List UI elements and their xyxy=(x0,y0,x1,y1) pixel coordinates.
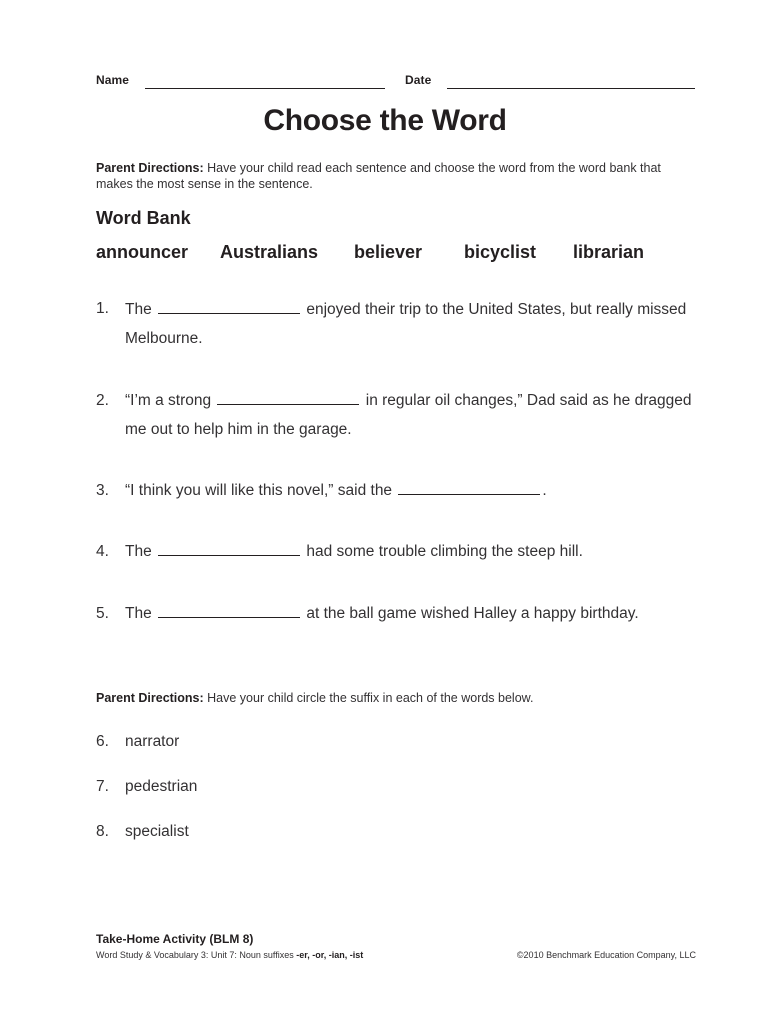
sentence-5-after: at the ball game wished Halley a happy birthday. xyxy=(306,605,639,622)
sentence-2-after: in regular oil changes,” Dad said as he dragged me out to help him in the garage. xyxy=(125,392,692,438)
sentence-3-before: “I think you will like this novel,” said the xyxy=(125,482,393,499)
sentence-3 xyxy=(125,476,695,505)
page-title: Choose the Word xyxy=(263,104,507,137)
directions-2-label: Parent Directions: xyxy=(96,691,204,705)
sentence-5-before: The xyxy=(125,605,152,622)
answer-blank-2[interactable] xyxy=(217,390,359,405)
date-line[interactable] xyxy=(447,88,695,89)
directions-1-text: Have your child read each sentence and choose the word from the word bank that makes the most sense in the sentence. xyxy=(96,161,661,191)
answer-blank-1[interactable] xyxy=(158,299,300,314)
sentence-number: 4. xyxy=(96,543,109,560)
suffix-word[interactable]: narrator xyxy=(125,733,180,750)
suffix-item-number: 8. xyxy=(96,823,109,840)
word-bank-word: announcer xyxy=(96,242,189,262)
footer-suffixes: -er, -or, -ian, -ist xyxy=(296,950,364,960)
sentence-2-before: “I’m a strong xyxy=(125,392,212,409)
sentence-number: 3. xyxy=(96,482,109,499)
sentence-1 xyxy=(125,295,695,353)
footer-copyright: ©2010 Benchmark Education Company, LLC xyxy=(516,950,696,960)
name-label: Name xyxy=(96,73,130,87)
footer-subtitle-text: Word Study & Vocabulary 3: Unit 7: Noun suffixes xyxy=(96,950,297,960)
footer-subtitle xyxy=(96,950,363,960)
parent-directions-1 xyxy=(96,160,696,192)
answer-blank-4[interactable] xyxy=(158,541,300,556)
suffix-item-number: 7. xyxy=(96,778,109,795)
parent-directions-2 xyxy=(96,690,696,706)
sentence-4-after: had some trouble climbing the steep hill. xyxy=(306,543,583,560)
word-bank-heading: Word Bank xyxy=(96,208,191,228)
word-bank-word: bicyclist xyxy=(464,242,537,262)
suffix-word[interactable]: specialist xyxy=(125,823,189,840)
sentence-number: 2. xyxy=(96,392,109,409)
directions-2-text: Have your child circle the suffix in each of the words below. xyxy=(203,691,534,705)
word-bank-word: believer xyxy=(354,242,423,262)
word-bank-word: Australians xyxy=(220,242,319,262)
sentence-2 xyxy=(125,386,695,444)
footer-title: Take-Home Activity (BLM 8) xyxy=(96,932,254,946)
sentence-5 xyxy=(125,599,695,628)
name-line[interactable] xyxy=(145,88,385,89)
suffix-item-number: 6. xyxy=(96,733,109,750)
sentence-1-after: enjoyed their trip to the United States, but really missed Melbourne. xyxy=(125,301,687,347)
word-bank-word: librarian xyxy=(573,242,645,262)
date-label: Date xyxy=(405,73,432,87)
directions-1-label: Parent Directions: xyxy=(96,161,204,175)
sentence-3-after: . xyxy=(542,482,547,499)
sentence-4-before: The xyxy=(125,543,152,560)
sentence-4 xyxy=(125,537,695,566)
sentence-1-before: The xyxy=(125,301,152,318)
answer-blank-5[interactable] xyxy=(158,603,300,618)
answer-blank-3[interactable] xyxy=(398,480,540,495)
sentence-number: 1. xyxy=(96,300,109,317)
suffix-word[interactable]: pedestrian xyxy=(125,778,198,795)
sentence-number: 5. xyxy=(96,605,109,622)
